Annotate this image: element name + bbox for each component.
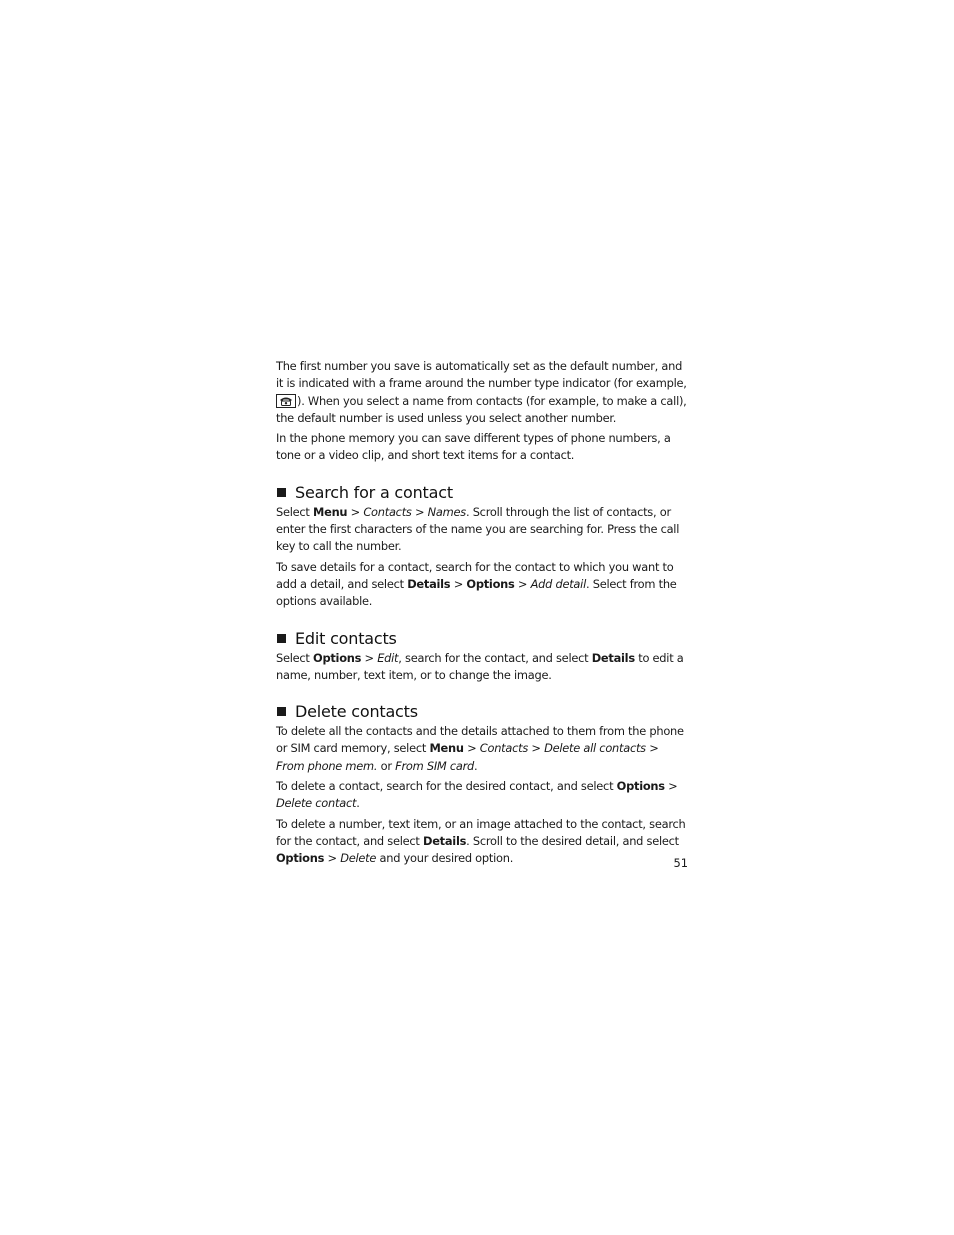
edit-paragraph-1: Select Options > Edit, search for the contact, and select Details to edit a name, number, text item, or to change the image. xyxy=(276,650,684,682)
edit-term: Edit xyxy=(377,650,399,665)
menu-term: Menu xyxy=(429,741,464,756)
page-number: 51 xyxy=(673,856,688,870)
details-term: Details xyxy=(422,833,467,848)
phone-number-type-icon xyxy=(276,394,296,408)
intro-paragraph-1 xyxy=(276,358,688,427)
heading-delete-text: Delete contacts xyxy=(295,702,418,722)
delete-paragraph-1: To delete all the contacts and the details attached to them from the phone or SIM card memory, select Menu > Contacts > Delete all contacts > From phone mem. or From SIM card. xyxy=(276,724,684,773)
delete-paragraph-2: To delete a contact, search for the desired contact, and select Options > Delete contact. xyxy=(276,779,678,811)
options-term: Options xyxy=(313,650,362,665)
options-term: Options xyxy=(276,851,325,866)
delete-term: Delete xyxy=(340,851,377,866)
delete-contact-term: Delete contact xyxy=(276,796,357,811)
heading-delete xyxy=(276,702,688,722)
intro-paragraph-2: In the phone memory you can save different types of phone numbers, a tone or a video clip, and short text items for a contact. xyxy=(276,431,671,463)
delete-all-contacts-term: Delete all contacts xyxy=(544,741,646,756)
search-paragraph-1: Select Menu > Contacts > Names. Scroll through the list of contacts, or enter the first characters of the name you are searching for. Press the call key to call the number. xyxy=(276,504,680,554)
square-bullet-icon xyxy=(277,634,286,643)
from-sim-card-term: From SIM card xyxy=(395,758,475,773)
details-term: Details xyxy=(591,650,635,665)
square-bullet-icon xyxy=(277,488,286,497)
heading-search-text: Search for a contact xyxy=(295,482,453,502)
heading-edit-text: Edit contacts xyxy=(295,628,397,648)
delete-paragraph-3: To delete a number, text item, or an image attached to the contact, search for the contact, and select Details. Scroll to the desired detail, and select Options > Delete and your desired option. xyxy=(276,816,686,866)
intro-text-a: The first number you save is automatically set as the default number, and it is indicated with a frame around the number type indicator (for example, xyxy=(276,359,687,391)
names-term: Names xyxy=(427,504,466,519)
document-page xyxy=(276,358,688,871)
heading-search xyxy=(276,483,688,503)
options-term: Options xyxy=(466,576,515,591)
from-phone-mem-term: From phone mem. xyxy=(276,758,378,773)
contacts-term: Contacts xyxy=(479,741,529,756)
details-term: Details xyxy=(407,576,451,591)
heading-edit xyxy=(276,629,688,649)
intro-text-b: ). When you select a name from contacts (for example, to make a call), the default number is used unless you select another number. xyxy=(276,393,687,425)
square-bullet-icon xyxy=(277,707,286,716)
options-term: Options xyxy=(616,779,665,794)
contacts-term: Contacts xyxy=(363,504,412,519)
menu-term: Menu xyxy=(313,504,348,519)
search-paragraph-2: To save details for a contact, search for the contact to which you want to add a detail, and select Details > Options > Add detail. Select from the options available. xyxy=(276,559,677,609)
add-detail-term: Add detail xyxy=(530,576,586,591)
